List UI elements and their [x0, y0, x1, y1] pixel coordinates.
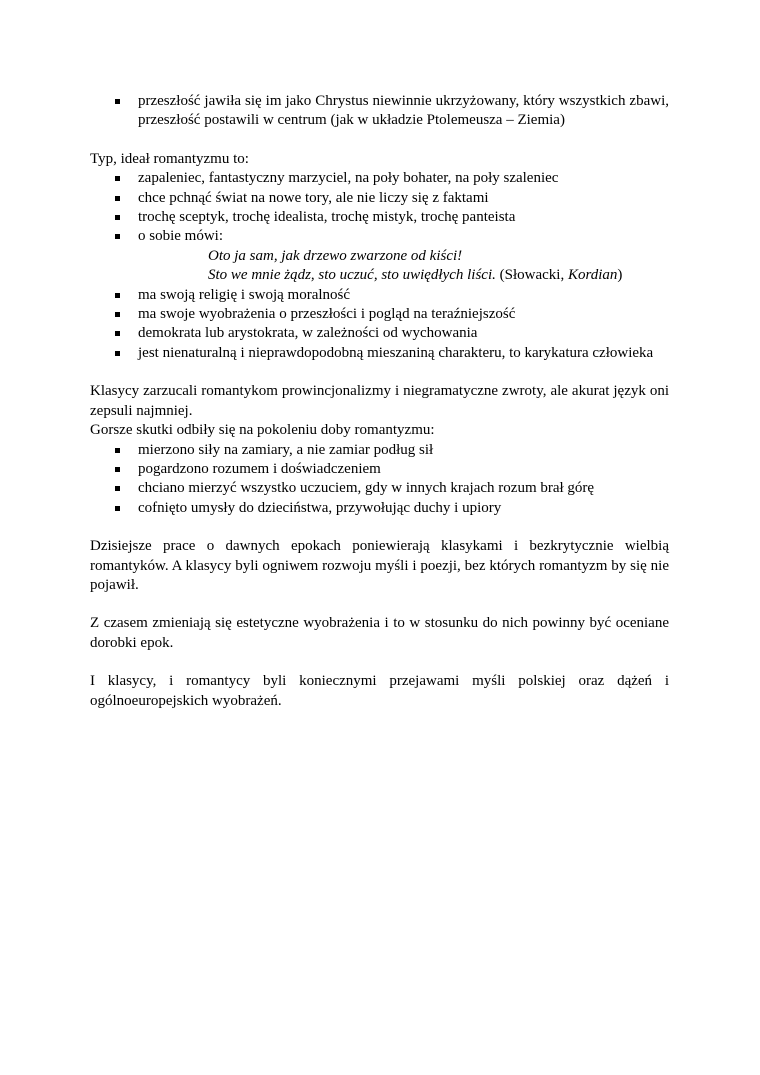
- spacer: [90, 518, 669, 537]
- quote-source-close: ): [617, 267, 623, 284]
- spacer: [90, 131, 669, 150]
- consequences-intro: Gorsze skutki odbiły się na pokoleniu doby romantyzmu:: [90, 422, 435, 439]
- bullet-list-consequences: [90, 441, 669, 519]
- list-item: [90, 227, 669, 285]
- paragraph-modern-works: Dzisiejsze prace o dawnych epokach poniewierają klasykami i bezkrytycznie wielbią romantyków. A klasycy byli ogniwem rozwoju myśli i poezji, bez których romantyzm by się nie pojawił.: [90, 538, 669, 593]
- document-body: [90, 92, 669, 711]
- quote-line-2: [208, 266, 669, 285]
- quote-source-open: (Słowacki,: [495, 267, 568, 284]
- classicists-criticism-paragraph: Klasycy zarzucali romantykom prowincjonalizmy i niegramatyczne zwroty, ale akurat język oni zepsuli najmniej.: [90, 383, 669, 419]
- list-item: zapaleniec, fantastyczny marzyciel, na poły bohater, na poły szaleniec: [90, 169, 669, 188]
- romantic-ideal-intro: Typ, ideał romantyzmu to:: [90, 150, 249, 167]
- quote-source-title: Kordian: [567, 267, 618, 284]
- quote-line-1: Oto ja sam, jak drzewo zwarzone od kiści!: [208, 247, 463, 264]
- list-item: chce pchnąć świat na nowe tory, ale nie liczy się z faktami: [90, 189, 669, 208]
- list-item: pogardzono rozumem i doświadczeniem: [90, 460, 669, 479]
- spacer: [90, 653, 669, 672]
- quote-line-2-text: Sto we mnie żądz, sto uczuć, sto uwiędłych liści.: [208, 267, 496, 284]
- list-item: chciano mierzyć wszystko uczuciem, gdy w innych krajach rozum brał górę: [90, 479, 669, 498]
- list-item: cofnięto umysły do dzieciństwa, przywołując duchy i upiory: [90, 499, 669, 518]
- spacer: [90, 595, 669, 614]
- list-item: ma swoją religię i swoją moralność: [90, 286, 669, 305]
- paragraph-aesthetics: Z czasem zmieniają się estetyczne wyobrażenia i to w stosunku do nich powinny być oceniane dorobki epok.: [90, 615, 669, 651]
- bullet-list-romantic-ideal: [90, 169, 669, 363]
- list-item-label: o sobie mówi:: [138, 228, 223, 245]
- spacer: [90, 363, 669, 382]
- list-item: trochę sceptyk, trochę idealista, trochę mistyk, trochę panteista: [90, 208, 669, 227]
- bullet-list-past: [90, 92, 669, 131]
- list-item: przeszłość jawiła się im jako Chrystus niewinnie ukrzyżowany, który wszystkich zbawi, przeszłość postawili w centrum (jak w układzie Ptolemeusza – Ziemia): [90, 92, 669, 131]
- paragraph-conclusion: I klasycy, i romantycy byli koniecznymi przejawami myśli polskiej oraz dążeń i ogólnoeuropejskich wyobrażeń.: [90, 673, 669, 709]
- list-item: mierzono siły na zamiary, a nie zamiar podług sił: [90, 441, 669, 460]
- list-item: jest nienaturalną i nieprawdopodobną mieszaniną charakteru, to karykatura człowieka: [90, 344, 669, 363]
- list-item: demokrata lub arystokrata, w zależności od wychowania: [90, 324, 669, 343]
- list-item: ma swoje wyobrażenia o przeszłości i pogląd na teraźniejszość: [90, 305, 669, 324]
- kordian-quote: [138, 247, 669, 286]
